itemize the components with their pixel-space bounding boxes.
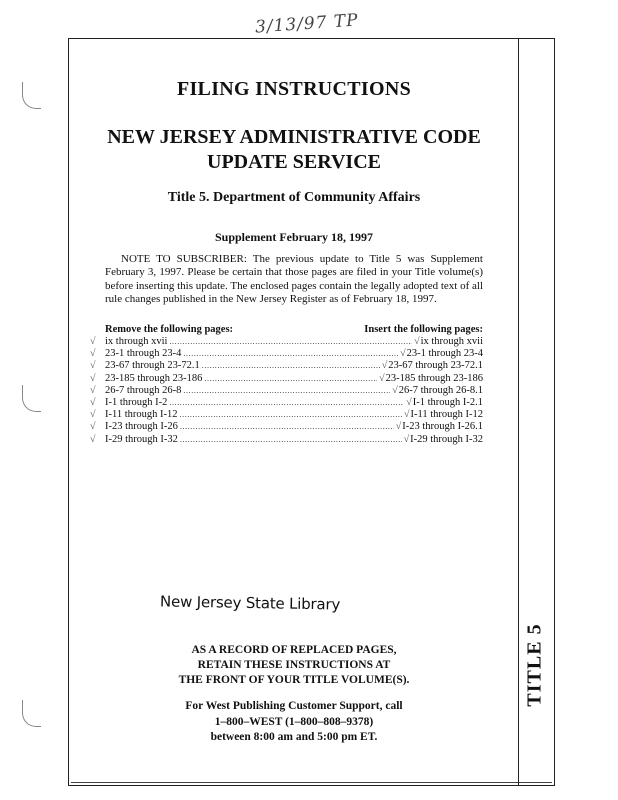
dot-leader [204,374,377,383]
check-mark-icon: √ [414,336,420,347]
table-row [90,409,483,421]
check-mark-icon: √ [406,396,412,408]
remove-pages-cell: I-23 through I-26 [105,421,178,433]
check-mark-icon: √ [90,384,96,396]
record-line2: RETAIN THESE INSTRUCTIONS AT [197,659,391,671]
filing-pages-table [90,324,483,446]
insert-header: Insert the following pages: [364,324,483,335]
table-row [90,336,483,348]
check-mark-icon: √ [400,348,406,360]
check-mark-icon: √ [395,421,402,433]
department-heading: Title 5. Department of Community Affairs [167,190,421,205]
remove-pages-cell: 23-67 through 23-72.1 [105,360,200,372]
insert-pages-cell: I-23 through I-26.1 [402,421,483,433]
check-mark-icon: √ [90,396,96,408]
subscriber-note: NOTE TO SUBSCRIBER: The previous update to Title 5 was Supplement February 3, 1997. Please be certain that those pages are filed in your Title volume(s) before inserting this update. The enclosed pages contain the legally adopted text of all rule changes published in the New Jersey Register as of February 18, 1997. [105,253,483,306]
page-title: FILING INSTRUCTIONS [176,78,412,100]
table-row [90,421,483,433]
check-mark-icon: √ [90,360,96,372]
insert-pages-cell: I-29 through I-32 [410,433,483,445]
side-tab-label: TITLE 5 [523,623,546,707]
insert-pages-cell: 23-1 through 23-4 [406,348,483,360]
check-mark-icon: √ [90,348,96,360]
support-line1: For West Publishing Customer Support, call [185,700,403,712]
code-title-line1: NEW JERSEY ADMINISTRATIVE CODE [107,126,481,148]
check-mark-icon: √ [90,421,96,433]
table-row [90,433,483,446]
record-instructions [70,643,518,688]
remove-pages-cell: I-29 through I-32 [105,433,178,445]
customer-support [70,699,518,746]
margin-hole-mark [22,82,41,109]
support-hours: between 8:00 am and 5:00 pm ET. [210,731,378,743]
remove-pages-cell: 23-1 through 23-4 [105,348,182,360]
code-title [70,125,518,175]
table-row [90,360,483,372]
dot-leader [183,386,390,395]
check-mark-icon: √ [403,433,410,445]
check-mark-icon: √ [90,372,96,384]
support-phone: 1–800–WEST (1–800–808–9378) [214,715,374,728]
check-mark-icon: √ [392,384,398,396]
check-mark-icon: √ [379,372,385,384]
insert-pages-cell: 23-67 through 23-72.1 [388,360,483,372]
remove-pages-cell: ix through xvii [105,336,168,347]
library-stamp: New Jersey State Library [159,592,341,614]
table-rows [90,336,483,446]
code-title-line2: UPDATE SERVICE [207,151,381,173]
insert-pages-cell: I-1 through I-2.1 [412,396,483,408]
check-mark-icon: √ [90,433,96,445]
record-line1: AS A RECORD OF REPLACED PAGES, [191,644,397,656]
table-row [90,396,483,409]
remove-pages-cell: 26-7 through 26-8 [105,384,182,396]
table-row [90,372,483,385]
check-mark-icon: √ [90,336,96,347]
check-mark-icon: √ [403,409,410,421]
supplement-date: Supplement February 18, 1997 [214,230,373,244]
dot-leader [180,435,402,444]
dot-leader [183,349,398,358]
remove-header: Remove the following pages: [105,324,234,335]
dot-leader [169,337,412,346]
dot-leader [180,422,394,431]
table-row [90,384,483,397]
remove-pages-cell: 23-185 through 23-186 [105,372,203,384]
table-header [105,324,483,335]
dot-leader [202,361,380,370]
remove-pages-cell: I-11 through I-12 [105,409,178,421]
handwritten-date: 3/13/97 TP [254,10,360,38]
insert-pages-cell: 26-7 through 26-8.1 [398,384,483,396]
check-mark-icon: √ [90,409,96,421]
insert-pages-cell: I-11 through I-12 [410,409,483,421]
insert-pages-cell: ix through xvii [420,336,483,347]
check-mark-icon: √ [381,360,388,372]
insert-pages-cell: 23-185 through 23-186 [385,372,483,384]
table-row [90,348,483,360]
dot-leader [169,398,404,407]
remove-pages-cell: I-1 through I-2 [105,396,168,408]
record-line3: THE FRONT OF YOUR TITLE VOLUME(S). [178,674,410,686]
margin-hole-mark [22,385,41,412]
side-tab-divider [518,38,519,786]
dot-leader [180,410,402,419]
margin-hole-mark [22,700,41,727]
